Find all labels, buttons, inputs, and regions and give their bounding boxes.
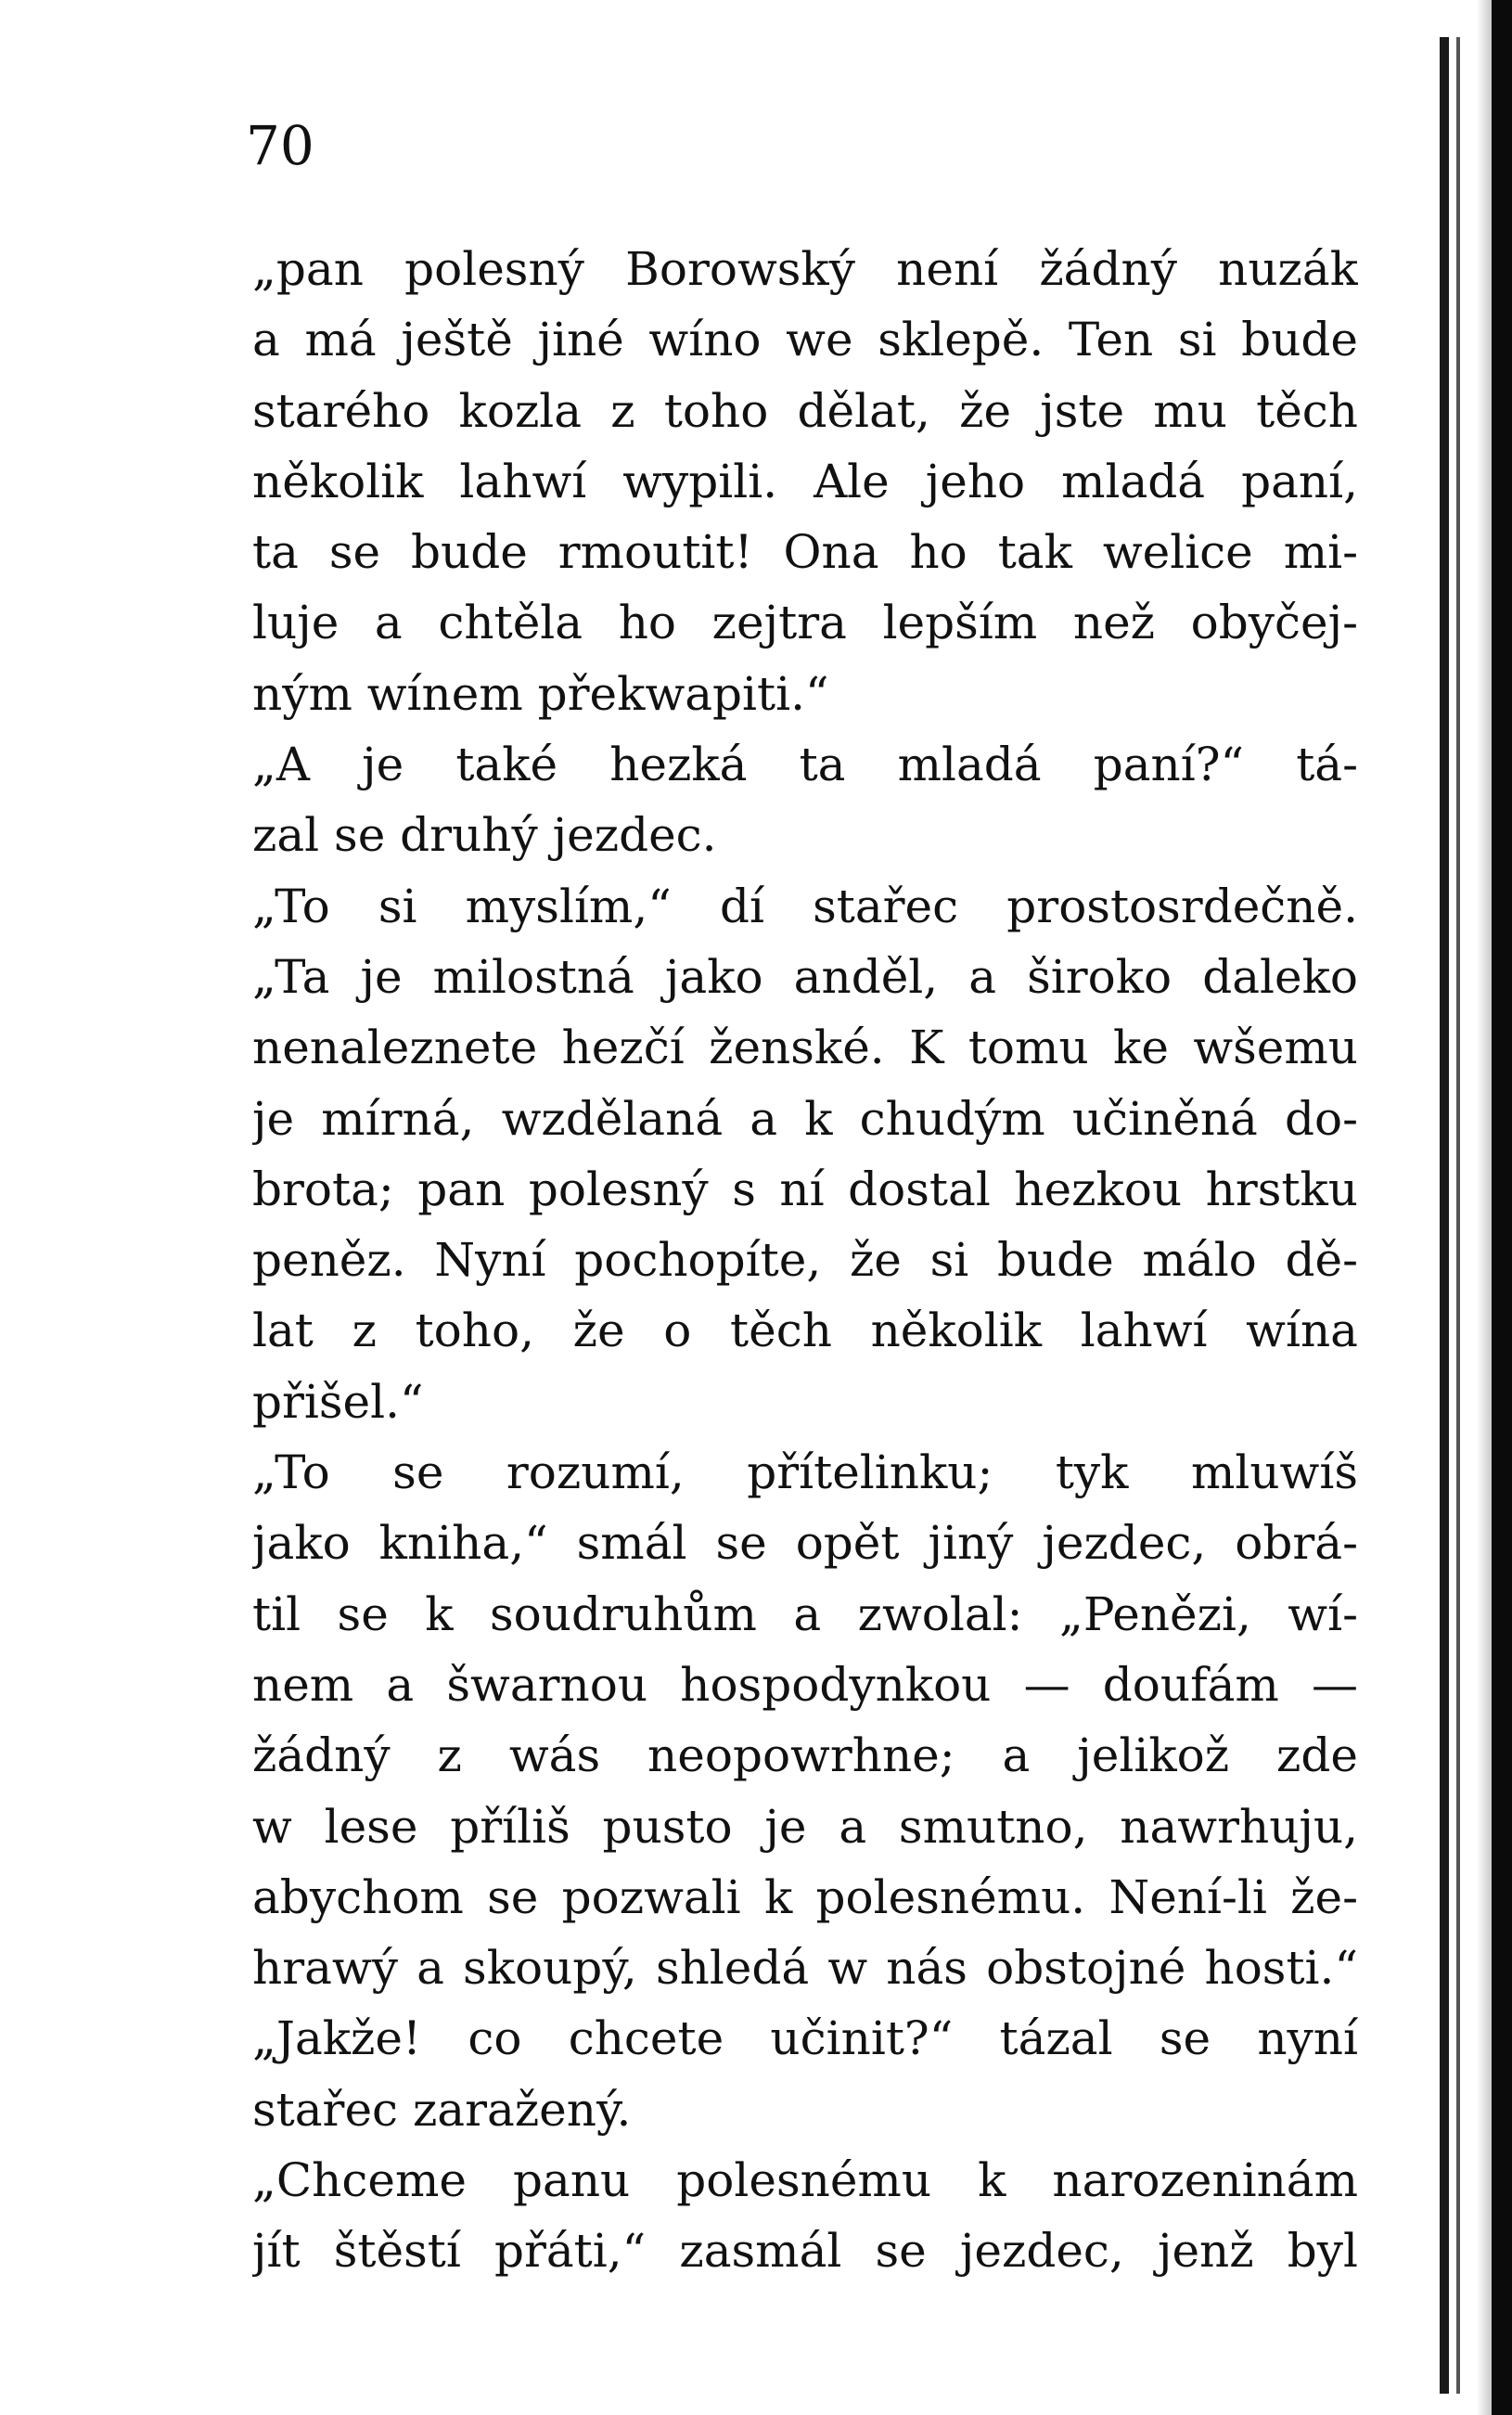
text-line: „To se rozumí, přítelinku; tyk mluwíš <box>252 1445 1358 1500</box>
page-number: 70 <box>246 114 314 177</box>
text-line: „A je také hezká ta mladá paní?“ tá- <box>252 738 1358 792</box>
text-line: starého kozla z toho dělat, že jste mu těch <box>252 383 1358 438</box>
text-line: nem a šwarnou hospodynkou — doufám — <box>252 1657 1358 1712</box>
text-line: hrawý a skoupý, shledá w nás obstojné hosti.“ <box>252 1941 1358 1996</box>
text-line: abychom se pozwali k polesnému. Není-li že- <box>252 1869 1358 1924</box>
text-line: til se k soudruhům a zwolal: „Penězi, wí- <box>252 1586 1358 1641</box>
text-line: luje a chtěla ho zejtra lepším než obyčej- <box>252 596 1358 650</box>
text-line: přišel.“ <box>252 1374 424 1429</box>
binding-edge-inner <box>1456 37 1460 2394</box>
text-line: „pan polesný Borowský není žádný nuzák <box>252 242 1358 296</box>
text-line: jako kniha,“ smál se opět jiný jezdec, obrá- <box>252 1516 1358 1571</box>
text-line: zal se druhý jezdec. <box>252 808 717 863</box>
text-line: brota; pan polesný s ní dostal hezkou hrstku <box>252 1162 1358 1216</box>
text-line: je mírná, wzdělaná a k chudým učiněná do- <box>252 1091 1358 1146</box>
body-text <box>252 234 1358 2287</box>
text-line: „Ta je milostná jako anděl, a široko daleko <box>252 949 1358 1004</box>
text-line: stařec zaražený. <box>252 2082 632 2137</box>
text-line: lat z toho, že o těch několik lahwí wína <box>252 1304 1358 1358</box>
text-line: w lese příliš pusto je a smutno, nawrhuju, <box>252 1799 1358 1854</box>
text-line: ta se bude rmoutit! Ona ho tak welice mi- <box>252 525 1358 580</box>
binding-edge <box>1440 37 1449 2394</box>
text-line: ným wínem překwapiti.“ <box>252 666 829 721</box>
text-line: žádný z wás neopowrhne; a jelikož zde <box>252 1728 1358 1783</box>
text-line: peněz. Nyní pochopíte, že si bude málo dě- <box>252 1233 1358 1288</box>
text-line: a má ještě jiné wíno we sklepě. Ten si bude <box>252 313 1358 367</box>
page-gutter-shadow <box>1477 0 1492 2415</box>
text-line: „Chceme panu polesnému k narozeninám <box>252 2153 1358 2208</box>
text-line: několik lahwí wypili. Ale jeho mladá paní, <box>252 454 1358 508</box>
scan-border <box>1492 0 1512 2415</box>
text-line: „To si myslím,“ dí stařec prostosrdečně. <box>252 879 1358 933</box>
text-line: „Jakže! co chcete učinit?“ tázal se nyní <box>252 2011 1358 2066</box>
text-line: nenaleznete hezčí ženské. K tomu ke wšemu <box>252 1021 1358 1075</box>
text-line: jít štěstí přáti,“ zasmál se jezdec, jenž byl <box>252 2224 1358 2279</box>
